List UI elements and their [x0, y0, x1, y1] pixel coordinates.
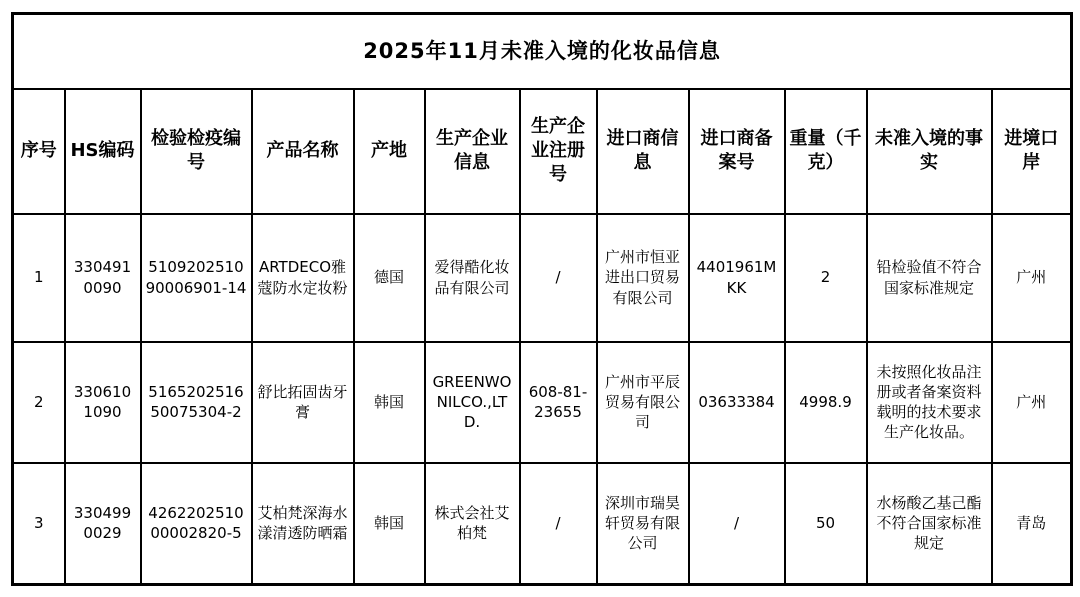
cell-importer-record-no: 4401961MKK: [689, 214, 785, 342]
title-row: [13, 14, 1072, 89]
cell-weight-kg: 50: [785, 463, 867, 585]
cell-entry-port: 广州: [992, 214, 1072, 342]
table-row: [13, 463, 1072, 585]
cell-hs-code: 3304990029: [65, 463, 141, 585]
header-manufacturer-reg-no: 生产企业注册号: [520, 89, 597, 214]
table-row: [13, 342, 1072, 463]
header-inspection-quarantine-no: 检验检疫编号: [141, 89, 252, 214]
cell-manufacturer-reg-no: /: [520, 214, 597, 342]
cell-refusal-facts: 水杨酸乙基己酯不符合国家标准规定: [867, 463, 992, 585]
cell-manufacturer-reg-no: /: [520, 463, 597, 585]
cell-serial-number: 2: [13, 342, 65, 463]
table-row: [13, 214, 1072, 342]
cell-manufacturer-info: 株式会社艾柏梵: [425, 463, 520, 585]
header-product-name: 产品名称: [252, 89, 354, 214]
cell-serial-number: 3: [13, 463, 65, 585]
cell-serial-number: 1: [13, 214, 65, 342]
header-importer-info: 进口商信息: [597, 89, 689, 214]
cell-manufacturer-reg-no: 608-81-23655: [520, 342, 597, 463]
table-title: 2025年11月未准入境的化妆品信息: [13, 14, 1072, 89]
cell-product-name: ARTDECO雅蔻防水定妆粉: [252, 214, 354, 342]
cell-entry-port: 青岛: [992, 463, 1072, 585]
header-hs-code: HS编码: [65, 89, 141, 214]
header-weight-kg: 重量（千克）: [785, 89, 867, 214]
cell-inspection-quarantine-no: 510920251090006901-14: [141, 214, 252, 342]
cell-manufacturer-info: 爱得酷化妆品有限公司: [425, 214, 520, 342]
header-refusal-facts: 未准入境的事实: [867, 89, 992, 214]
header-manufacturer-info: 生产企业信息: [425, 89, 520, 214]
cell-origin: 德国: [354, 214, 425, 342]
cell-inspection-quarantine-no: 516520251650075304-2: [141, 342, 252, 463]
cell-hs-code: 3306101090: [65, 342, 141, 463]
header-origin: 产地: [354, 89, 425, 214]
cell-product-name: 艾柏梵深海水漾清透防晒霜: [252, 463, 354, 585]
cell-weight-kg: 4998.9: [785, 342, 867, 463]
cell-origin: 韩国: [354, 463, 425, 585]
cell-importer-info: 广州市平辰贸易有限公司: [597, 342, 689, 463]
cell-importer-info: 深圳市瑞昊轩贸易有限公司: [597, 463, 689, 585]
cell-importer-record-no: /: [689, 463, 785, 585]
header-serial-number: 序号: [13, 89, 65, 214]
cell-inspection-quarantine-no: 426220251000002820-5: [141, 463, 252, 585]
cell-refusal-facts: 未按照化妆品注册或者备案资料载明的技术要求生产化妆品。: [867, 342, 992, 463]
cell-entry-port: 广州: [992, 342, 1072, 463]
cell-importer-info: 广州市恒亚进出口贸易有限公司: [597, 214, 689, 342]
cell-manufacturer-info: GREENWONILCO.,LTD.: [425, 342, 520, 463]
cell-product-name: 舒比拓固齿牙膏: [252, 342, 354, 463]
header-entry-port: 进境口岸: [992, 89, 1072, 214]
refused-cosmetics-table: [11, 12, 1073, 586]
cell-origin: 韩国: [354, 342, 425, 463]
cell-refusal-facts: 铅检验值不符合国家标准规定: [867, 214, 992, 342]
cell-hs-code: 3304910090: [65, 214, 141, 342]
header-importer-record-no: 进口商备案号: [689, 89, 785, 214]
header-row: [13, 89, 1072, 214]
cell-weight-kg: 2: [785, 214, 867, 342]
cell-importer-record-no: 03633384: [689, 342, 785, 463]
